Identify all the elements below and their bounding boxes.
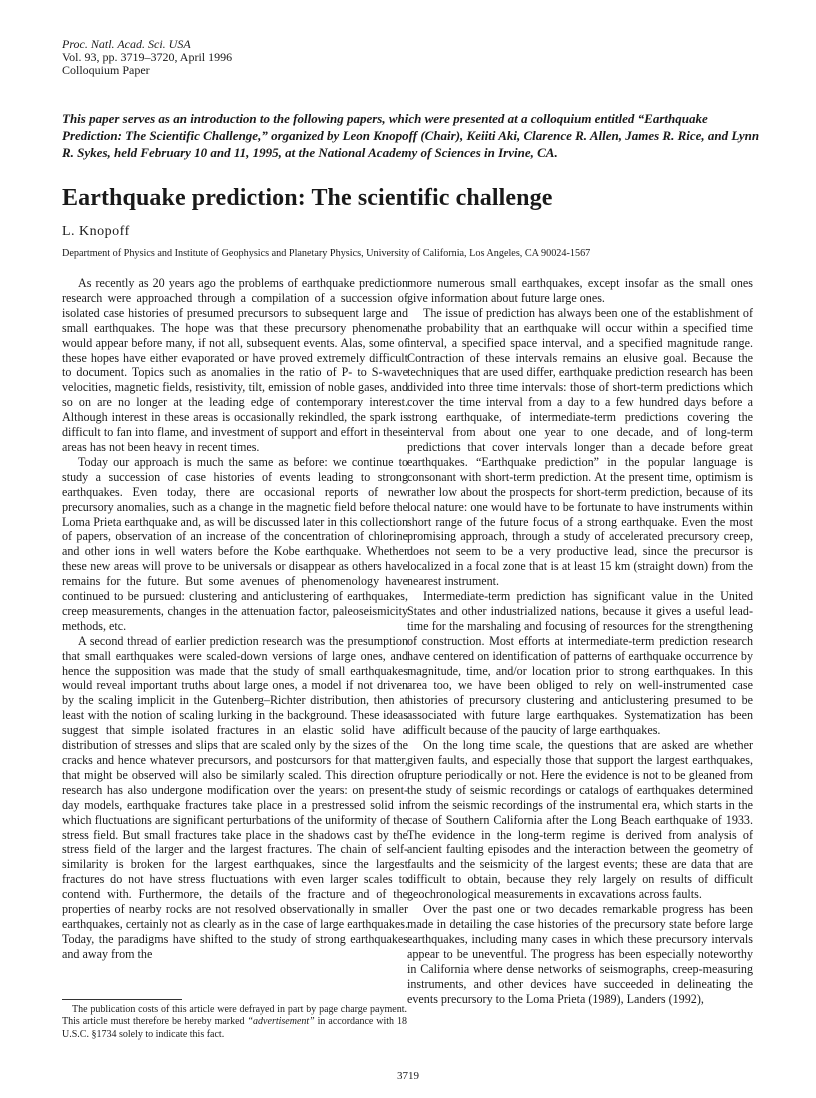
footnote-text-end: in accordance with 18 U.S.C. §1734 solely to indicate this fact.	[62, 1016, 407, 1040]
paragraph: On the long time scale, the questions that are asked are whether given faults, and especially those that support the largest earthquakes, rupture periodically or not. Here the evidence is not to be gleaned from the study of seismic recordings or catalogs of earthquakes determined from the seismic recordings of the instrumental era, which starts in the case of Southern California after the Long Beach earthquake of 1933. The evidence in the long-term regime is derived from analysis of ancient faulting episodes and the interaction between the geometry of faults and the seismicity of the largest events; these are data that are difficult to obtain, because they rely largely on results of difficult geochronological measurements in excavations across faults.	[407, 738, 753, 902]
paragraph: A second thread of earlier prediction research was the presumption that small earthquakes were scaled-down versions of large ones, and hence the supposition was made that the study of small earthquakes would reveal important truths about large ones, a model if not driven by the scaling implicit in the Gutenberg–Richter distribution, then at least with the notion of scaling lurking in the background. These ideas suggest that simple isolated fractures in an elastic solid have a distribution of stresses and slips that are scaled only by the sizes of the cracks and hence whatever precursors, and postcursors for that matter, that might be observed will also be similarly scaled. This direction of research has also undergone modification over the years: on present-day models, earthquake fractures take place in a prestressed solid in which fluctuations are significant perturbations of the uniformity of the stress field. But small fractures take place in the shadows cast by the stress field of the larger and the largest fractures. The chain of self-similarity is broken for the largest earthquakes, since the largest fractures do not have stress fluctuations with even larger scales to contend with. Furthermore, the details of the fracture and of the properties of nearby rocks are not resolved observationally in smaller earthquakes, certainly not as clearly as in the case of large earthquakes. Today, the paradigms have shifted to the study of strong earthquakes and away from the	[62, 633, 408, 961]
left-column	[62, 276, 408, 962]
right-column	[407, 276, 753, 1006]
footnote-text: The publication costs of this article were defrayed in part by page charge payment. This article must therefore be hereby marked	[62, 1004, 407, 1028]
footnote-divider	[62, 999, 182, 1000]
author: L. Knopoff	[62, 224, 130, 239]
intro-note: This paper serves as an introduction to the following papers, which were presented at a colloquium entitled “Earthquake Prediction: The Scientific Challenge,” organized by Leon Knopoff (Chair), Keiiti Aki, Clarence R. Allen, James R. Rice, and Lynn R. Sykes, held February 10 and 11, 1995, at the National Academy of Sciences in Irvine, CA.	[62, 111, 760, 160]
affiliation: Department of Physics and Institute of Geophysics and Planetary Physics, University of California, Los Angeles, CA 90024-1567	[62, 248, 591, 259]
paragraph: Over the past one or two decades remarkable progress has been made in detailing the case histories of the precursory state before large earthquakes, including many cases in which these precursory intervals appear to be uneventful. The progress has been especially noteworthy in California where dense networks of seismographs, creep-measuring instruments, and other devices have succeeded in delineating the events precursory to the Loma Prieta (1989), Landers (1992),	[407, 902, 753, 1006]
paragraph-continuation: more numerous small earthquakes, except insofar as the small ones give information about future large ones.	[407, 276, 753, 305]
paragraph: The issue of prediction has always been one of the establishment of the probability that an earthquake will occur within a specified time interval, a specified space interval, and a specified magnitude range. Contraction of these intervals remains an elusive goal. Because the techniques that are used differ, earthquake prediction research has been divided into three time intervals: those of short-term predictions which cover the time interval from a day to a few hundred days before a strong earthquake, of intermediate-term predictions covering the interval from about one year to one decade, and of long-term predictions that cover intervals longer than a decade before great earthquakes. “Earthquake prediction” in the popular language is consonant with short-term prediction. At the present time, optimism is rather low about the prospects for short-term prediction, because of its local nature: one would have to be fortunate to have instruments within short range of the future focus of a strong earthquake. Even the most promising approach, through a study of accelerated precursory creep, does not seem to be a very productive lead, since the precursor is localized in a focal zone that is at least 15 km (straight down) from the nearest instrument.	[407, 305, 753, 589]
section-label: Colloquium Paper	[62, 63, 150, 77]
paragraph: Intermediate-term prediction has significant value in the United States and other industrialized nations, because it gives a useful lead-time for the marshaling and focusing of resources for the strengthening of construction. Most efforts at intermediate-term prediction research have centered on identification of patterns of earthquake occurrence by magnitude, time, and/or location prior to strong earthquakes. In this area too, we have been obliged to rely on well-instrumented case histories of precursory clustering and anticlustering presumed to be associated with future large earthquakes. Systematization has been difficult because of the paucity of large earthquakes.	[407, 589, 753, 738]
paragraph: Today our approach is much the same as before: we continue to study a succession of case histories of events leading to strong earthquakes. Even today, there are occasional reports of new precursory anomalies, such as a change in the magnetic field before the Loma Prieta earthquake and, as will be discussed later in this collection of papers, observation of an increase of the concentration of chlorine and other ions in well waters before the Kobe earthquake. Whether these new areas will prove to be universals or disappear as others have remains for the future. But some avenues of phenomenology have continued to be pursued: clustering and anticlustering of earthquakes, creep measurements, changes in the attenuation factor, paleoseismicity methods, etc.	[62, 454, 408, 633]
volume-line: Vol. 93, pp. 3719–3720, April 1996	[62, 50, 233, 64]
journal-name: Proc. Natl. Acad. Sci. USA	[62, 37, 191, 51]
journal-header	[62, 38, 232, 77]
page-number: 3719	[397, 1070, 419, 1082]
footnote	[62, 1004, 407, 1041]
paper-title: Earthquake prediction: The scientific challenge	[62, 185, 553, 211]
footnote-emphasis: “advertisement”	[247, 1016, 315, 1028]
paragraph: As recently as 20 years ago the problems of earthquake prediction research were approached through a compilation of a succession of isolated case histories of presumed precursors to subsequent large and small earthquakes. The hope was that these precursory phenomena would appear before many, if not all, subsequent events. Alas, some of these hopes have either evaporated or have proved extremely difficult to document. Topics such as anomalies in the ratio of P- to S-wave velocities, magnetic fields, resistivity, tilt, emission of noble gases, and so on are no longer at the leading edge of contemporary interest. Although interest in these areas is occasionally rekindled, the spark is difficult to fan into flame, and investment of support and effort in these areas has not been heavy in recent times.	[62, 276, 408, 454]
